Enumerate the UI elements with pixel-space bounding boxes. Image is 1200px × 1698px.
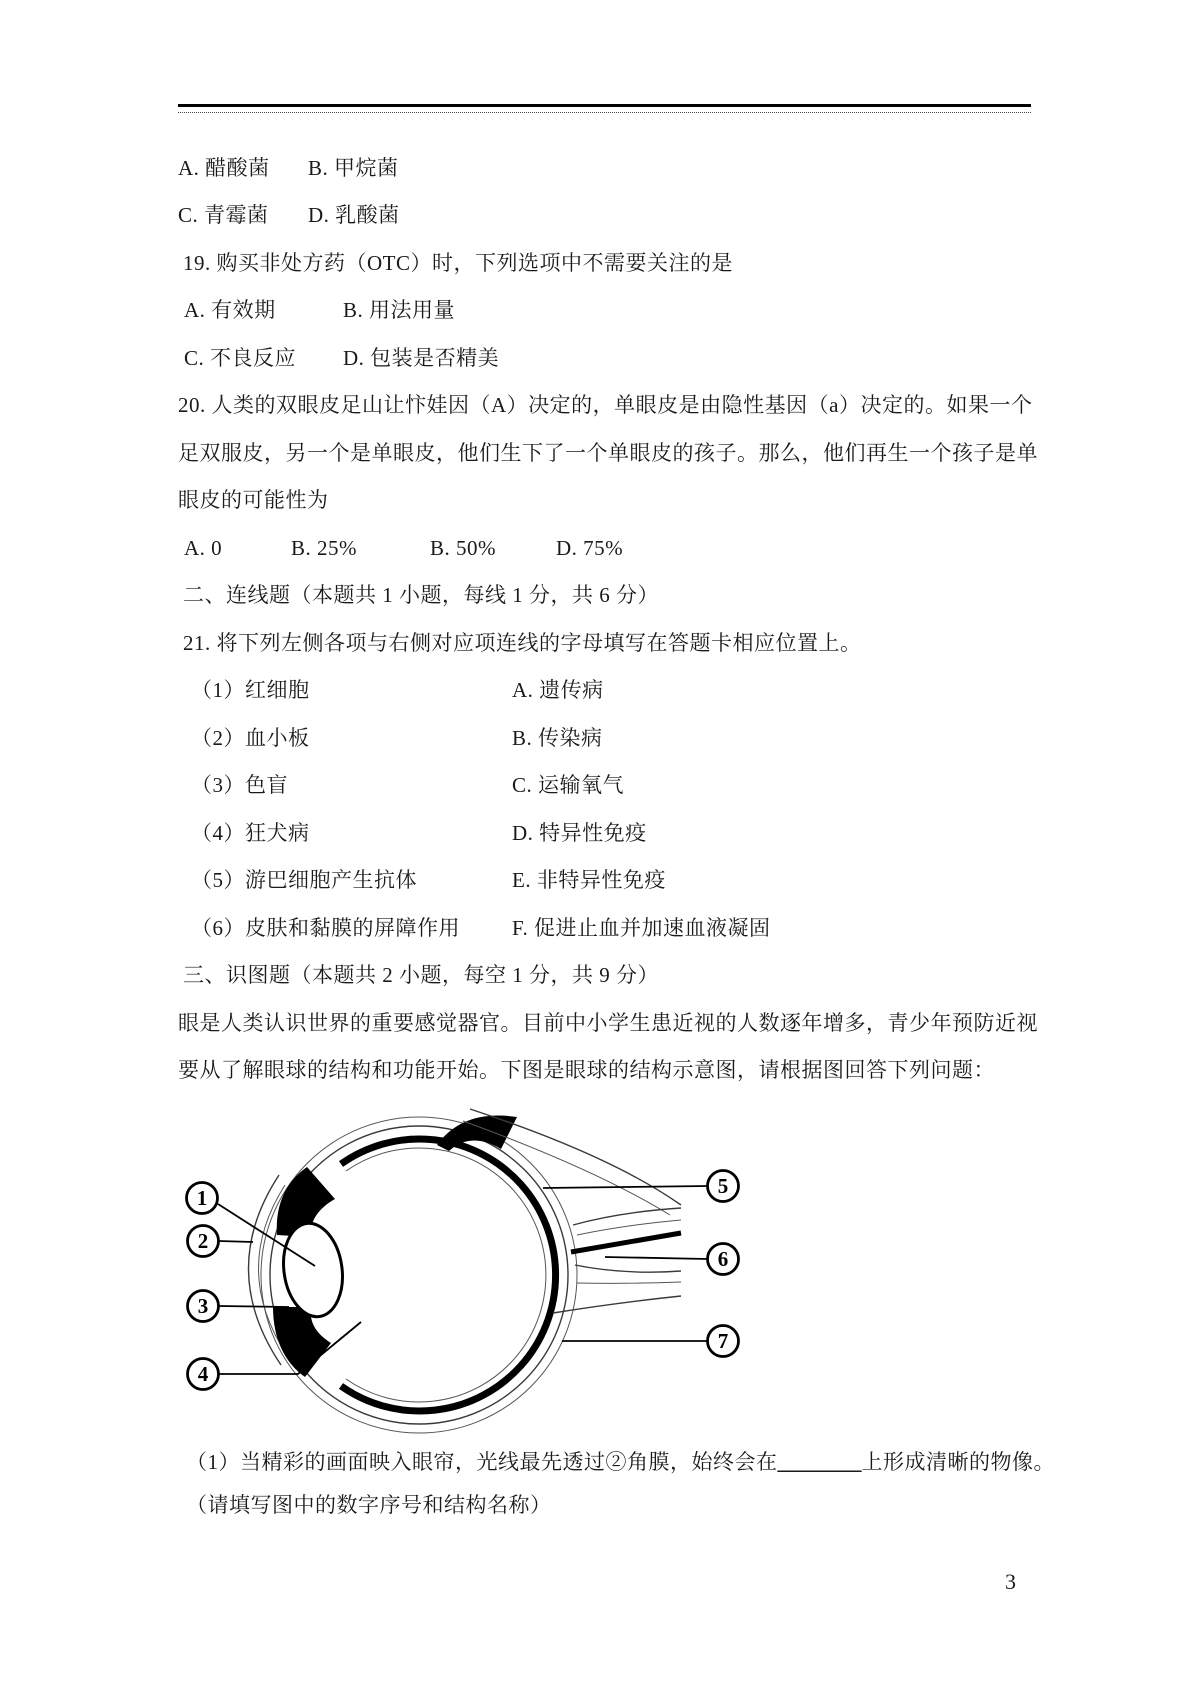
q20-stem-line2: 足双服皮，另一个是单眼皮，他们生下了一个单眼皮的孩子。那么，他们再生一个孩子是单 (178, 441, 1038, 465)
diagram-label-3 (188, 1291, 219, 1322)
retina-inner-line (346, 1148, 546, 1402)
lower-muscle-line (553, 1296, 681, 1313)
diagram-label-4 (188, 1359, 219, 1390)
match-left-item-6: （6）皮肤和黏膜的屏障作用 (191, 916, 460, 940)
leader-line-2 (219, 1241, 253, 1242)
optic-nerve-upper-2 (577, 1220, 681, 1235)
answer-blank: ________ (777, 1450, 862, 1474)
q19-option-c: C. 不良反应 (184, 346, 297, 370)
match-left-item-1: （1）红细胞 (191, 678, 310, 702)
q19-option-d: D. 包装是否精美 (343, 346, 500, 370)
diagram-label-1 (187, 1183, 218, 1214)
match-left-item-5: （5）游巴细胞产生抗体 (191, 868, 417, 892)
q20-option-a: A. 0 (184, 536, 223, 560)
diagram-label-7 (708, 1326, 739, 1357)
match-left-item-3: （3）色盲 (191, 773, 288, 797)
retina-choroid-ring (341, 1139, 556, 1411)
match-right-item-f: F. 促进止血并加速血液凝固 (512, 916, 771, 940)
svg-text:5: 5 (717, 1174, 729, 1198)
q20-stem-line3: 眼皮的可能性为 (178, 488, 329, 512)
svg-text:1: 1 (196, 1186, 208, 1210)
q22-sub1-pre: （1）当精彩的画面映入眼帘，光线最先透过②角膜，始终会在 (186, 1450, 778, 1474)
svg-text:2: 2 (197, 1229, 209, 1253)
q21-stem: 21. 将下列左侧各项与右侧对应项连线的字母填写在答题卡相应位置上。 (183, 631, 862, 655)
q22-sub1-post: 上形成清晰的物像。 (861, 1450, 1055, 1474)
svg-text:3: 3 (197, 1294, 209, 1318)
q18-option-a: A. 醋酸菌 (178, 156, 270, 180)
q22-sub1-note: （请填写图中的数字序号和结构名称） (186, 1493, 552, 1517)
q18-option-c: C. 青霉菌 (178, 203, 269, 227)
leader-line-6 (605, 1257, 708, 1259)
eye-structure-diagram (165, 1085, 765, 1455)
match-right-item-b: B. 传染病 (512, 726, 603, 750)
q20-option-b: B. 25% (291, 536, 357, 560)
match-right-item-c: C. 运输氧气 (512, 773, 625, 797)
optic-nerve-core (571, 1233, 681, 1252)
q20-option-c: B. 50% (430, 536, 496, 560)
optic-nerve-lower-1 (575, 1265, 681, 1272)
match-left-item-4: （4）狂犬病 (191, 821, 310, 845)
leader-line-5 (543, 1186, 708, 1188)
optic-nerve-lower-2 (577, 1282, 681, 1283)
q22-sub1-line (186, 1447, 1055, 1477)
q18-option-d: D. 乳酸菌 (308, 203, 400, 227)
q22-intro-line2: 要从了解眼球的结构和功能开始。下图是眼球的结构示意图，请根据图回答下列问题： (178, 1058, 995, 1082)
optic-nerve-upper-1 (573, 1208, 681, 1225)
q22-intro-line1: 眼是人类认识世界的重要感觉器官。目前中小学生患近视的人数逐年增多，青少年预防近视 (178, 1011, 1038, 1035)
svg-text:7: 7 (717, 1329, 729, 1353)
leader-line-3 (219, 1306, 289, 1307)
q18-option-b: B. 甲烷菌 (308, 156, 399, 180)
diagram-label-2 (188, 1226, 219, 1257)
header-rule (178, 104, 1031, 113)
svg-text:4: 4 (197, 1362, 209, 1386)
match-left-item-2: （2）血小板 (191, 726, 310, 750)
match-right-item-a: A. 遗传病 (512, 678, 604, 702)
section-3-header: 三、识图题（本题共 2 小题，每空 1 分，共 9 分） (183, 963, 659, 987)
q19-stem: 19. 购买非处方药（OTC）时，下列选项中不需要关注的是 (183, 251, 733, 275)
diagram-label-6 (708, 1244, 739, 1275)
section-2-header: 二、连线题（本题共 1 小题，每线 1 分，共 6 分） (183, 583, 659, 607)
q19-option-a: A. 有效期 (184, 298, 276, 322)
match-right-item-d: D. 特异性免疫 (512, 821, 647, 845)
q19-option-b: B. 用法用量 (343, 298, 456, 322)
q20-option-d: D. 75% (556, 536, 624, 560)
match-right-item-e: E. 非特异性免疫 (512, 868, 666, 892)
svg-text:6: 6 (717, 1247, 729, 1271)
diagram-label-5 (708, 1171, 739, 1202)
q20-stem-line1: 20. 人类的双眼皮足山让忭娃因（A）决定的，单眼皮是由隐性基因（a）决定的。如果一个 (178, 393, 1033, 417)
page-number: 3 (1005, 1569, 1016, 1594)
